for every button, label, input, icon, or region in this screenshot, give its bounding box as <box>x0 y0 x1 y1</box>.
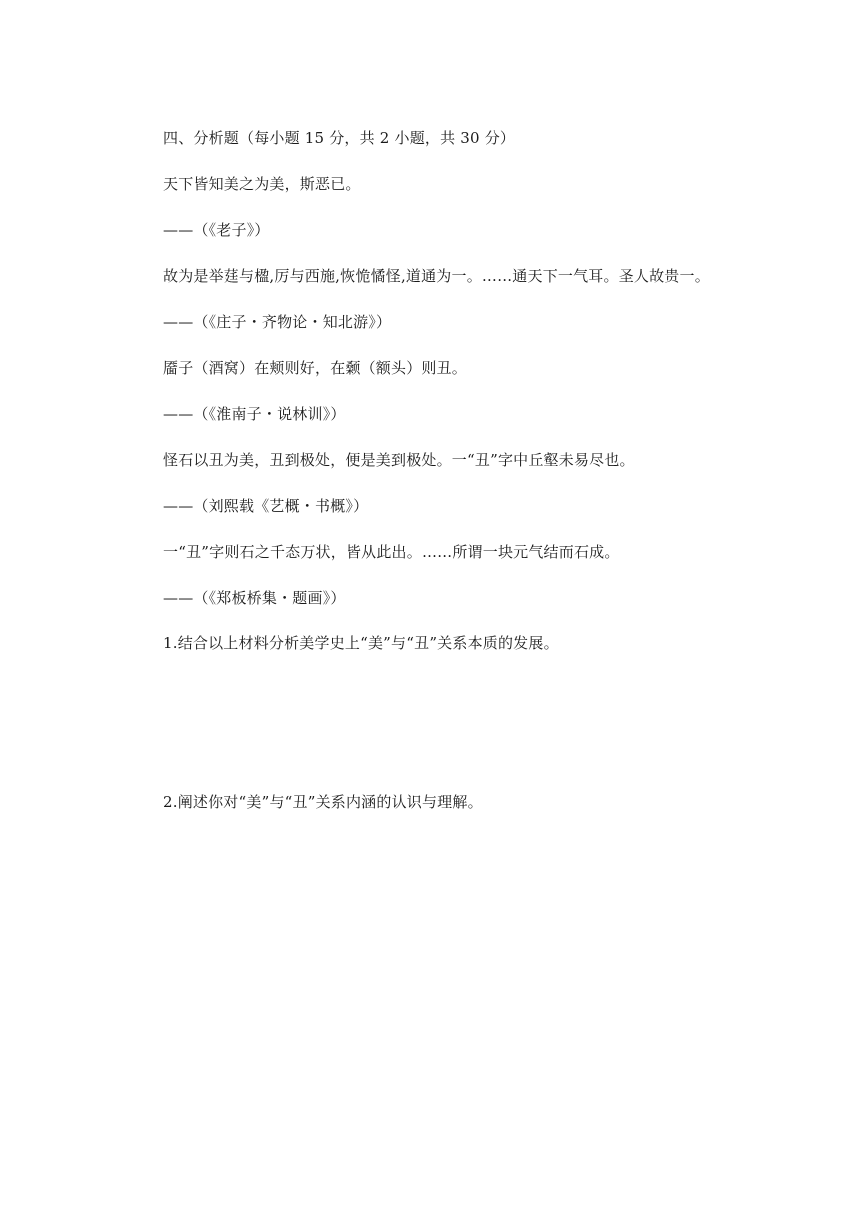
material-quote-5: 一“丑”字则石之千态万状，皆从此出。……所谓一块元气结而石成。 <box>163 543 620 561</box>
material-source-5: ——（《郑板桥集・题画》） <box>163 589 346 607</box>
material-source-1: ——（《老子》） <box>163 221 270 239</box>
material-quote-4: 怪石以丑为美，丑到极处，便是美到极处。一“丑”字中丘壑未易尽也。 <box>163 451 635 469</box>
material-source-2: ——（《庄子・齐物论・知北游》） <box>163 313 392 331</box>
material-quote-3: 靥子（酒窝）在颊则好，在颡（额头）则丑。 <box>163 359 468 377</box>
question-1: 1.结合以上材料分析美学史上“美”与“丑”关系本质的发展。 <box>163 634 559 652</box>
material-source-3: ——（《淮南子・说林训》） <box>163 405 346 423</box>
material-quote-1: 天下皆知美之为美，斯恶已。 <box>163 175 361 193</box>
material-quote-2: 故为是举莛与楹,厉与西施,恢恑憰怪,道通为一。……通天下一气耳。圣人故贵一。 <box>163 267 710 285</box>
section-heading: 四、分析题（每小题 15 分，共 2 小题，共 30 分） <box>163 129 516 147</box>
material-source-4: ——（刘熙载《艺概・书概》） <box>163 497 369 515</box>
question-2: 2.阐述你对“美”与“丑”关系内涵的认识与理解。 <box>163 793 483 811</box>
